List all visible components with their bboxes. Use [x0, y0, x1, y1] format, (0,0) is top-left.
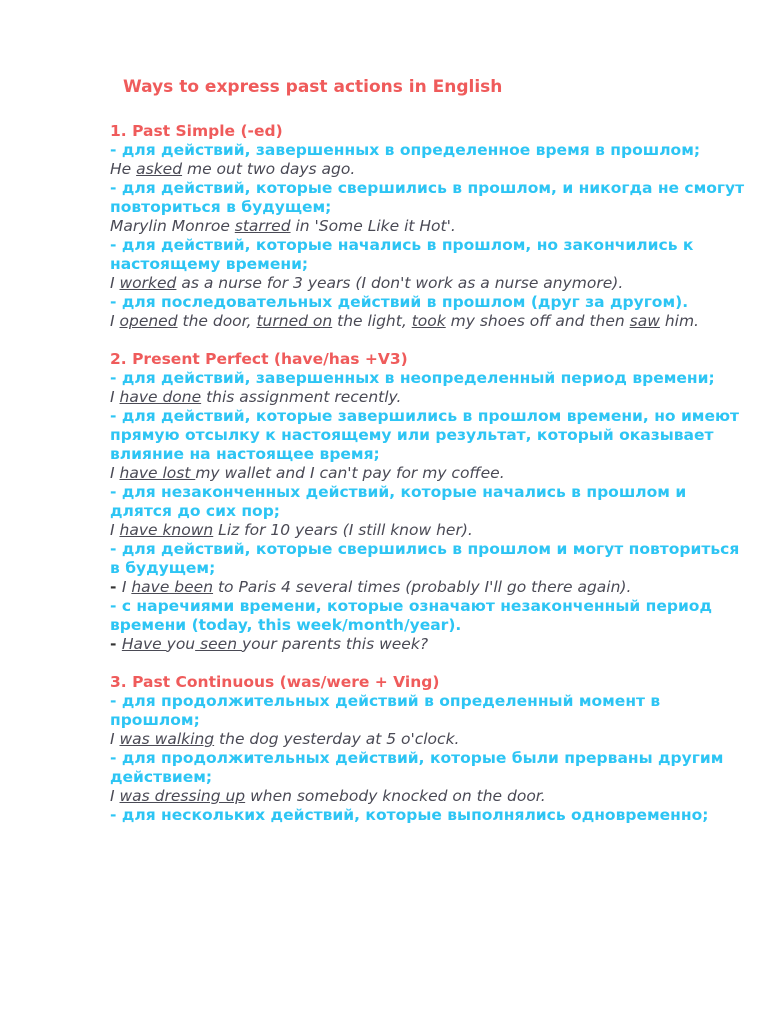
- example-sentence: [110, 160, 750, 179]
- usage-rule: - для действий, завершенных в неопределенный период времени;: [110, 369, 715, 387]
- example-sentence: [110, 635, 750, 654]
- usage-rule: - для нескольких действий, которые выполнялись одновременно;: [110, 806, 709, 824]
- verb-form: Have: [121, 635, 167, 653]
- example-text: the dog yesterday at 5 o'clock.: [214, 730, 460, 748]
- example-text: my shoes off and then: [445, 312, 630, 330]
- example-sentence: [110, 730, 750, 749]
- example-text: I: [110, 521, 120, 539]
- document-title: Ways to express past actions in English: [123, 77, 503, 97]
- example-text: I: [110, 388, 120, 406]
- example-text: I: [110, 312, 120, 330]
- example-sentence: [110, 521, 750, 540]
- example-sentence: [110, 312, 750, 331]
- section-2: [110, 350, 750, 654]
- example-text: I: [110, 787, 120, 805]
- usage-rule: - для действий, которые завершились в прошлом времени, но имеют прямую отсылку к настоящему или результат, который оказывает влияние на настоящее время;: [110, 407, 740, 463]
- example-text: the door,: [177, 312, 257, 330]
- section-heading: 3. Past Continuous (was/were + Ving): [110, 673, 440, 691]
- verb-form: have lost: [119, 464, 196, 482]
- example-text: when somebody knocked on the door.: [245, 787, 546, 805]
- section-heading: 1. Past Simple (-ed): [110, 122, 283, 140]
- section-heading: 2. Present Perfect (have/has +V3): [110, 350, 408, 368]
- verb-form: turned on: [256, 312, 333, 330]
- example-text: to Paris 4 several times (probably I'll go there again).: [213, 578, 632, 596]
- usage-rule: - с наречиями времени, которые означают незаконченный период времени (today, this week/month/year).: [110, 597, 712, 634]
- example-text: my wallet and I can't pay for my coffee.: [195, 464, 505, 482]
- usage-rule: - для действий, которые свершились в прошлом и могут повториться в будущем;: [110, 540, 740, 577]
- example-sentence: [110, 388, 750, 407]
- verb-form: saw: [629, 312, 660, 330]
- example-text: your parents this week?: [241, 635, 429, 653]
- section-3: [110, 673, 750, 825]
- usage-rule: - для незаконченных действий, которые начались в прошлом и длятся до сих пор;: [110, 483, 687, 520]
- verb-form: was dressing up: [119, 787, 246, 805]
- example-dash: -: [110, 635, 122, 653]
- example-text: Marylin Monroe: [110, 217, 235, 235]
- example-dash: -: [110, 578, 122, 596]
- example-text: I: [110, 464, 120, 482]
- verb-form: opened: [119, 312, 178, 330]
- usage-rule: - для действий, завершенных в определенное время в прошлом;: [110, 141, 701, 159]
- usage-rule: - для последовательных действий в прошлом (друг за другом).: [110, 293, 689, 311]
- example-text: He: [110, 160, 137, 178]
- example-text: Liz for 10 years (I still know her).: [213, 521, 473, 539]
- example-text: I: [121, 578, 132, 596]
- verb-form: was walking: [119, 730, 215, 748]
- example-text: in 'Some Like it Hot'.: [290, 217, 456, 235]
- example-text: the light,: [332, 312, 412, 330]
- usage-rule: - для продолжительных действий, которые были прерваны другим действием;: [110, 749, 724, 786]
- section-1: [110, 122, 750, 331]
- document-page: [110, 74, 750, 844]
- sections-container: [110, 122, 750, 825]
- example-text: him.: [659, 312, 699, 330]
- usage-rule: - для продолжительных действий в определенный момент в прошлом;: [110, 692, 661, 729]
- verb-form: seen: [195, 635, 242, 653]
- example-text: this assignment recently.: [201, 388, 402, 406]
- verb-form: worked: [119, 274, 177, 292]
- example-text: as a nurse for 3 years (I don't work as a nurse anymore).: [176, 274, 624, 292]
- verb-form: starred: [234, 217, 291, 235]
- verb-form: asked: [136, 160, 183, 178]
- verb-form: took: [411, 312, 446, 330]
- verb-form: have done: [119, 388, 202, 406]
- example-sentence: [110, 464, 750, 483]
- example-sentence: [110, 578, 750, 597]
- example-sentence: [110, 787, 750, 806]
- verb-form: have known: [119, 521, 214, 539]
- example-sentence: [110, 217, 750, 236]
- example-text: me out two days ago.: [182, 160, 356, 178]
- verb-form: have been: [131, 578, 214, 596]
- example-text: I: [110, 274, 120, 292]
- example-sentence: [110, 274, 750, 293]
- usage-rule: - для действий, которые начались в прошлом, но закончились к настоящему времени;: [110, 236, 694, 273]
- example-text: you: [166, 635, 196, 653]
- usage-rule: - для действий, которые свершились в прошлом, и никогда не смогут повториться в будущем;: [110, 179, 745, 216]
- example-text: I: [110, 730, 120, 748]
